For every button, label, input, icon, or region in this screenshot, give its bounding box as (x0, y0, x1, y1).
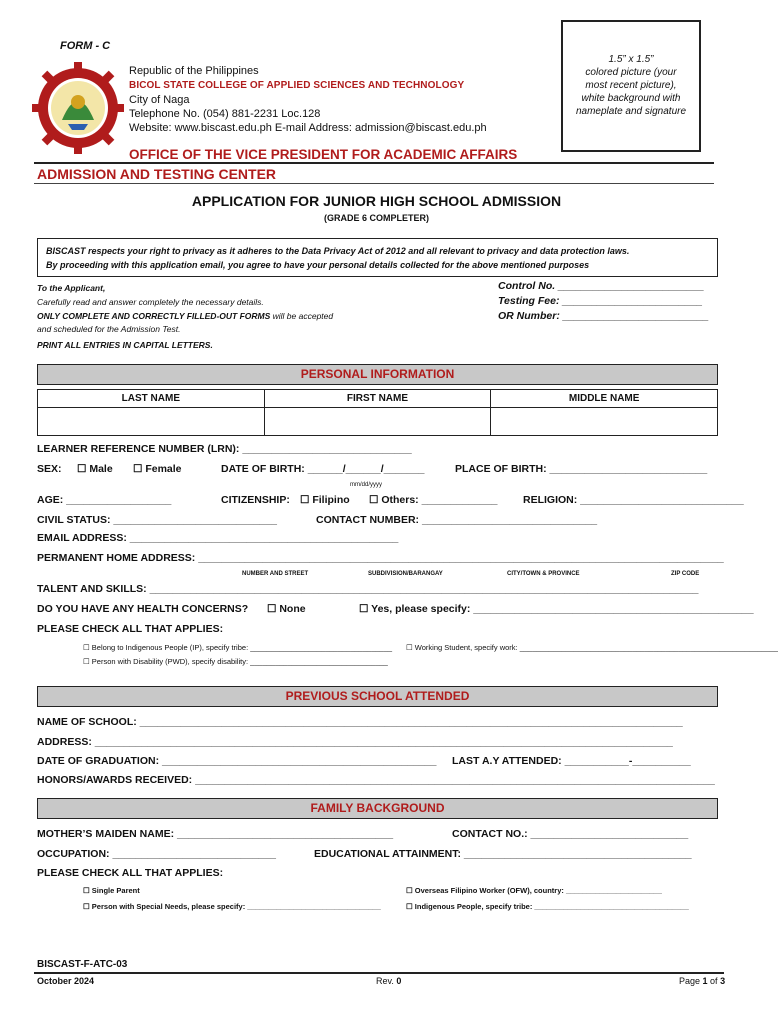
page-current: 1 (702, 976, 708, 986)
family-contact-field[interactable]: CONTACT NO.: ___________________________ (452, 828, 689, 840)
place-of-birth-field[interactable]: PLACE OF BIRTH: ___________________________ (455, 463, 708, 475)
footer-divider (34, 972, 724, 974)
college-seal-logo (32, 62, 124, 154)
religion-field[interactable]: RELIGION: ____________________________ (523, 494, 744, 506)
testing-fee-field[interactable]: Testing Fee: ________________________ (498, 295, 703, 307)
talent-skills-field[interactable]: TALENT AND SKILLS: ______________________________________________________________________________________________ (37, 583, 699, 595)
school-address-field[interactable]: ADDRESS: ___________________________________________________________________________________________________ (37, 736, 673, 748)
footer-page-number (679, 976, 725, 986)
middle-name-header: MIDDLE NAME (491, 390, 718, 408)
form-label: FORM - C (60, 40, 111, 52)
email-address-field[interactable]: EMAIL ADDRESS: ______________________________________________ (37, 532, 399, 544)
photo-instruction-4: white background with (581, 93, 681, 104)
privacy-notice (37, 238, 718, 277)
address-zip-hint: ZIP CODE (671, 571, 700, 577)
page-title: APPLICATION FOR JUNIOR HIGH SCHOOL ADMISSION (191, 193, 562, 209)
ip-checkbox[interactable]: ☐ Belong to Indigenous People (IP), specify tribe: __________________________________ (83, 643, 393, 652)
photo-instruction-1: 1.5” x 1.5” (608, 54, 654, 65)
office-title: OFFICE OF THE VICE PRESIDENT FOR ACADEMIC AFFAIRS (129, 147, 518, 162)
date-of-birth-field[interactable]: DATE OF BIRTH: ______/______/_______ (221, 463, 425, 475)
citizenship-others-checkbox[interactable]: ☐ Others: _____________ (369, 494, 498, 506)
educational-attainment-field[interactable]: EDUCATIONAL ATTAINMENT: _______________________________________ (314, 848, 692, 860)
photo-instruction-5: nameplate and signature (575, 106, 687, 117)
first-name-header: FIRST NAME (264, 390, 491, 408)
control-number-field[interactable]: Control No. _________________________ (498, 280, 705, 292)
occupation-field[interactable]: OCCUPATION: ____________________________ (37, 848, 276, 860)
header-college-name: BICOL STATE COLLEGE OF APPLIED SCIENCES AND TECHNOLOGY (129, 80, 465, 91)
sex-male-checkbox[interactable]: ☐ Male (77, 463, 113, 475)
home-address-field[interactable]: PERMANENT HOME ADDRESS: __________________________________________________________________________________________ (37, 552, 724, 564)
citizenship-filipino-checkbox[interactable]: ☐ Filipino (300, 494, 350, 506)
personal-check-all-label: PLEASE CHECK ALL THAT APPLIES: (37, 623, 224, 635)
revision-value: 0 (396, 976, 402, 986)
special-needs-checkbox[interactable]: ☐ Person with Special Needs, please specify: ________________________________ (83, 902, 381, 911)
sex-label: SEX: (37, 463, 62, 475)
address-city-hint: CITY/TOWN & PROVINCE (507, 571, 580, 577)
family-check-all-label: PLEASE CHECK ALL THAT APPLIES: (37, 867, 224, 879)
address-street-hint: NUMBER AND STREET (242, 571, 309, 577)
civil-status-field[interactable]: CIVIL STATUS: ____________________________ (37, 514, 277, 526)
header-telephone: Telephone No. (054) 881-2231 Loc.128 (129, 108, 321, 120)
last-ay-attended-field[interactable]: LAST A.Y ATTENDED: ___________-__________ (452, 755, 691, 767)
last-name-header: LAST NAME (38, 390, 265, 408)
lrn-field[interactable]: LEARNER REFERENCE NUMBER (LRN): _____________________________ (37, 443, 412, 455)
working-student-checkbox[interactable]: ☐ Working Student, specify work: ______________________________________________________________ (406, 643, 778, 652)
citizenship-label: CITIZENSHIP: (221, 494, 290, 506)
ofw-checkbox[interactable]: ☐ Overseas Filipino Worker (OFW), country: _______________________ (406, 886, 662, 895)
instruction-to-applicant: To the Applicant, (37, 283, 106, 293)
center-title: ADMISSION AND TESTING CENTER (37, 166, 277, 182)
or-number-field[interactable]: OR Number: _________________________ (498, 310, 709, 322)
section-previous-school: PREVIOUS SCHOOL ATTENDED (37, 686, 718, 707)
instruction-only-complete (37, 311, 333, 321)
sex-female-checkbox[interactable]: ☐ Female (133, 463, 182, 475)
instruction-print-caps: PRINT ALL ENTRIES IN CAPITAL LETTERS. (37, 340, 213, 350)
indigenous-people-checkbox[interactable]: ☐ Indigenous People, specify tribe: _____________________________________ (406, 902, 689, 911)
dob-format-hint: mm/dd/yyyy (350, 482, 383, 488)
instruction-read: Carefully read and answer completely the necessary details. (37, 297, 264, 307)
health-concerns-label: DO YOU HAVE ANY HEALTH CONCERNS? (37, 603, 249, 615)
form-code: BISCAST-F-ATC-03 (37, 959, 128, 970)
last-name-input[interactable] (38, 408, 265, 436)
page-label: Page (679, 976, 703, 986)
header-city: City of Naga (129, 94, 190, 106)
photo-instruction-2: colored picture (your (585, 67, 677, 78)
address-barangay-hint: SUBDIVISION/BARANGAY (368, 571, 443, 577)
header-divider-thin (34, 183, 714, 184)
school-name-field[interactable]: NAME OF SCHOOL: _____________________________________________________________________________________________ (37, 716, 683, 728)
name-table (37, 389, 718, 436)
photo-instruction-3: most recent picture), (585, 80, 677, 91)
mother-maiden-name-field[interactable]: MOTHER’S MAIDEN NAME: _____________________________________ (37, 828, 394, 840)
health-none-checkbox[interactable]: ☐ None (267, 603, 306, 615)
instruction-only-bold: ONLY COMPLETE AND CORRECTLY FILLED-OUT FORMS (37, 311, 271, 321)
health-yes-checkbox[interactable]: ☐ Yes, please specify: ________________________________________________ (359, 603, 754, 615)
photo-placeholder-box[interactable] (561, 20, 701, 152)
footer-revision (376, 976, 401, 986)
page-total: 3 (720, 976, 726, 986)
header-website: Website: www.biscast.edu.ph E-mail Address: admission@biscast.edu.ph (129, 122, 487, 134)
header-republic: Republic of the Philippines (129, 65, 259, 77)
instruction-only-rest: will be accepted (270, 311, 334, 321)
single-parent-checkbox[interactable]: ☐ Single Parent (83, 886, 140, 895)
footer-date: October 2024 (37, 976, 95, 986)
middle-name-input[interactable] (491, 408, 718, 436)
revision-label: Rev. (376, 976, 397, 986)
privacy-line-1: BISCAST respects your right to privacy as it adheres to the Data Privacy Act of 2012 and all relevant to privacy and data protection laws. (46, 246, 630, 256)
page-subtitle: (GRADE 6 COMPLETER) (323, 213, 429, 223)
privacy-line-2: By proceeding with this application email, you agree to have your personal details collected for the above mentioned purposes (46, 260, 590, 270)
page-of: of (707, 976, 721, 986)
contact-number-field[interactable]: CONTACT NUMBER: ______________________________ (316, 514, 598, 526)
date-of-graduation-field[interactable]: DATE OF GRADUATION: _______________________________________________ (37, 755, 437, 767)
section-personal-information: PERSONAL INFORMATION (37, 364, 718, 385)
pwd-checkbox[interactable]: ☐ Person with Disability (PWD), specify disability: _________________________________ (83, 657, 388, 666)
section-family-background: FAMILY BACKGROUND (37, 798, 718, 819)
first-name-input[interactable] (264, 408, 491, 436)
instruction-scheduled: and scheduled for the Admission Test. (37, 324, 181, 334)
honors-awards-field[interactable]: HONORS/AWARDS RECEIVED: _________________________________________________________________________________________ (37, 774, 715, 786)
age-field[interactable]: AGE: __________________ (37, 494, 172, 506)
header-divider (34, 162, 714, 164)
